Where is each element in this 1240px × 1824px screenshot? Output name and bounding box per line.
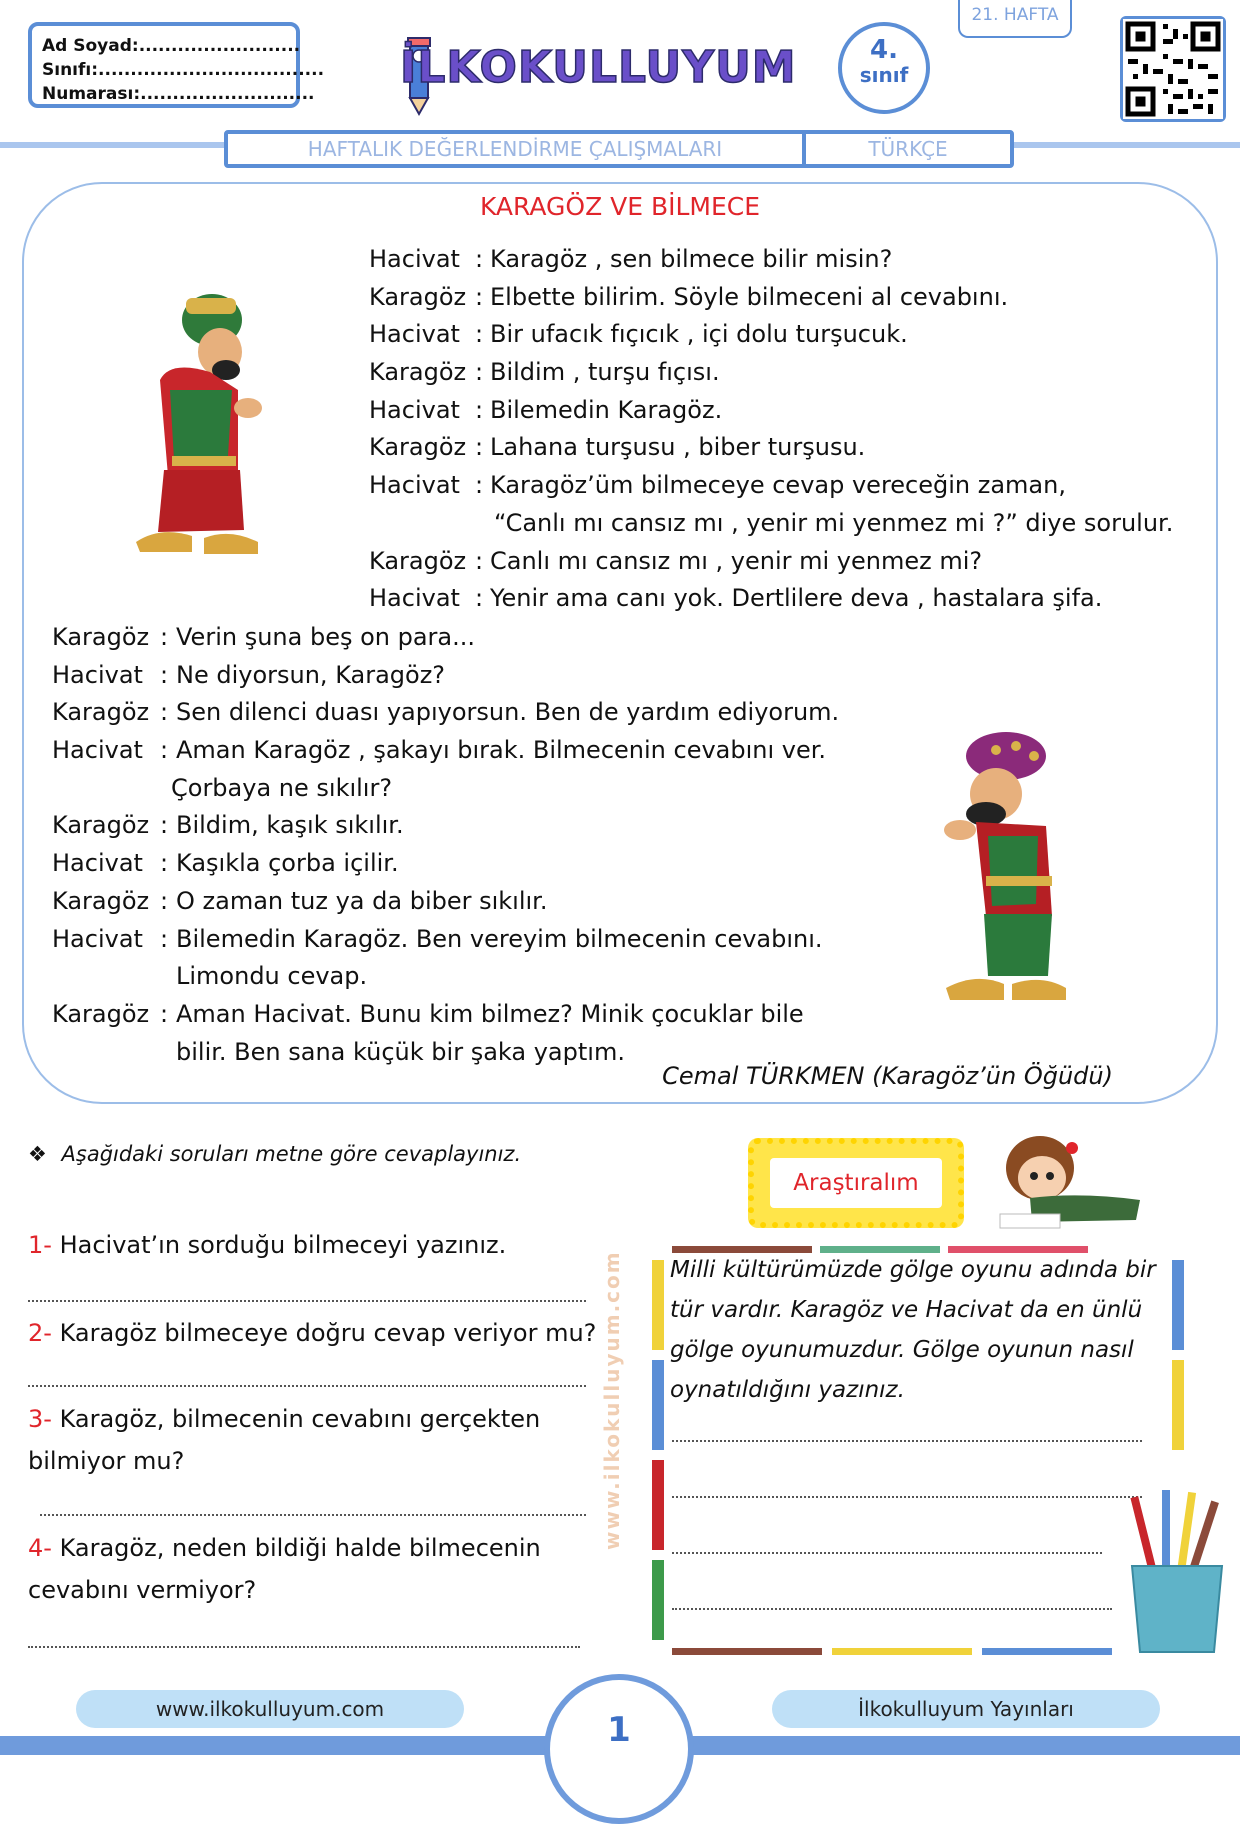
research-banner — [748, 1138, 964, 1228]
answer-line-1[interactable] — [28, 1300, 586, 1302]
line-text: Sen dilenci duası yapıyorsun. Ben de yardım ediyorum. — [176, 698, 840, 727]
dialogue-line: Karagöz : Verin şuna beş on para... — [52, 619, 832, 657]
dialogue-line: Karagöz : Elbette bilirim. Söyle bilmeceni al cevabını. — [369, 279, 1139, 317]
line-text: Canlı mı cansız mı , yenir mi yenmez mi? — [490, 546, 983, 575]
question-text: Karagöz, neden bildiği halde bilmecenin — [59, 1534, 541, 1562]
line-text: Bildim, kaşık sıkılır. — [176, 811, 404, 840]
dialogue-line: Hacivat : Karagöz , sen bilmece bilir misin? — [369, 241, 1139, 279]
research-answer-line[interactable] — [672, 1496, 1142, 1498]
answer-line-2[interactable] — [28, 1385, 586, 1387]
name-label[interactable]: Ad Soyad:......................... — [42, 36, 301, 56]
dialogue-line: Hacivat : Bir ufacık fıçıcık , içi dolu turşucuk. — [369, 316, 1139, 354]
speaker: Karagöz — [369, 282, 467, 311]
grade-word: sınıf — [859, 63, 909, 87]
instruction-text: Aşağıdaki soruları metne göre cevaplayınız. — [61, 1142, 522, 1166]
bullet-icon: ❖ — [28, 1142, 47, 1166]
week-label: 21. HAFTA — [958, 0, 1072, 38]
girl-reading-image — [980, 1128, 1150, 1238]
line-text: Elbette bilirim. Söyle bilmeceni al cevabını. — [490, 282, 1009, 311]
dialogue-line: Karagöz : Aman Hacivat. Bunu kim bilmez? Minik çocuklar bile — [52, 996, 832, 1034]
speaker: Karagöz — [52, 886, 150, 915]
grade-number: 4. — [870, 35, 898, 65]
karagoz-puppet-image — [926, 726, 1086, 1006]
speaker: Hacivat — [52, 736, 143, 765]
speaker: Hacivat — [369, 320, 460, 349]
line-text: Aman Hacivat. Bunu kim bilmez? Minik çocuklar bile — [176, 999, 804, 1028]
line-text: O zaman tuz ya da biber sıkılır. — [176, 886, 548, 915]
speaker: Hacivat — [369, 471, 460, 500]
dialogue-bottom — [52, 619, 840, 1071]
speaker: Hacivat — [369, 395, 460, 424]
line-text: Kaşıkla çorba içilir. — [176, 849, 399, 878]
banner-title: HAFTALIK DEĞERLENDİRME ÇALIŞMALARI — [228, 134, 806, 164]
dialogue-line: Karagöz : Lahana turşusu , biber turşusu. — [369, 429, 1139, 467]
footer-publisher: İlkokulluyum Yayınları — [772, 1690, 1160, 1728]
speaker: Karagöz — [52, 811, 150, 840]
answer-line-3[interactable] — [40, 1514, 586, 1516]
dialogue-line: Hacivat : Ne diyorsun, Karagöz? — [52, 657, 832, 695]
question-number: 4- — [28, 1534, 52, 1562]
research-answer-line[interactable] — [672, 1552, 1102, 1554]
line-text: Karagöz’üm bilmeceye cevap vereceğin zaman, — [490, 471, 1066, 500]
speaker: Karagöz — [369, 433, 467, 462]
dialogue-line: Hacivat : Kaşıkla çorba içilir. — [52, 845, 832, 883]
line-text: Bildim , turşu fıçısı. — [490, 358, 720, 387]
answer-line-4[interactable] — [28, 1646, 580, 1648]
speaker: Hacivat — [52, 924, 143, 953]
speaker: Hacivat — [52, 849, 143, 878]
question-4 — [28, 1527, 588, 1611]
speaker: Karagöz — [52, 623, 150, 651]
line-text: Aman Karagöz , şakayı bırak. Bilmecenin cevabını ver. — [176, 736, 827, 765]
research-answer-line[interactable] — [672, 1608, 1112, 1610]
story-author: Cemal TÜRKMEN (Karagöz’ün Öğüdü) — [662, 1062, 1113, 1090]
class-label[interactable]: Sınıfı:................................... — [42, 60, 325, 80]
line-text: bilir. Ben sana küçük bir şaka yaptım. — [176, 1037, 625, 1066]
dialogue-line: Karagöz : O zaman tuz ya da biber sıkılır. — [52, 883, 832, 921]
line-text: Limondu cevap. — [176, 962, 368, 991]
question-text: Karagöz, bilmecenin cevabını gerçekten — [59, 1405, 541, 1433]
question-text-cont: bilmiyor mu? — [28, 1447, 185, 1475]
question-number: 1- — [28, 1231, 52, 1259]
line-text: Verin şuna beş on para... — [176, 623, 476, 651]
research-text: Milli kültürümüzde gölge oyunu adında bir tür vardır. Karagöz ve Hacivat da en ünlü gölge oyunumuzdur. Gölge oyunun nasıl oynatıldığını yazınız. — [670, 1257, 1156, 1403]
question-number: 2- — [28, 1319, 52, 1347]
pencil-cup-icon — [1122, 1486, 1232, 1656]
hacivat-puppet-image — [120, 280, 280, 560]
dialogue-line: Karagöz : Bildim , turşu fıçısı. — [369, 354, 1139, 392]
question-1 — [28, 1224, 588, 1266]
line-text: Lahana turşusu , biber turşusu. — [490, 433, 866, 462]
site-logo: İLKOKULLUYUM — [400, 42, 797, 93]
dialogue-line — [369, 505, 1174, 543]
line-text: Bir ufacık fıçıcık , içi dolu turşucuk. — [490, 320, 908, 349]
dialogue-line: Hacivat : Bilemedin Karagöz. — [369, 392, 1139, 430]
line-text: Yenir ama canı yok. Dertlilere deva , hastalara şifa. — [490, 584, 1103, 613]
dialogue-line: Karagöz : Bildim, kaşık sıkılır. — [52, 807, 832, 845]
number-label[interactable]: Numarası:........................... — [42, 84, 315, 104]
speaker: Hacivat — [52, 660, 143, 689]
speaker: Karagöz — [369, 358, 467, 387]
question-text-cont: cevabını vermiyor? — [28, 1576, 257, 1604]
question-number: 3- — [28, 1405, 52, 1433]
dialogue-line: Hacivat : Karagöz’üm bilmeceye cevap vereceğin zaman, — [369, 467, 1139, 505]
section-banner — [224, 130, 1014, 168]
line-text: Çorbaya ne sıkılır? — [171, 773, 393, 802]
grade-badge — [838, 22, 930, 114]
questions-instruction — [28, 1142, 521, 1166]
question-3 — [28, 1398, 588, 1482]
qr-code-icon[interactable] — [1120, 16, 1226, 122]
banner-subject: TÜRKÇE — [868, 137, 948, 161]
dialogue-line: Karagöz : Sen dilenci duası yapıyorsun. Ben de yardım ediyorum. — [52, 694, 832, 732]
dialogue-line: Hacivat : Bilemedin Karagöz. Ben vereyim bilmecenin cevabını. — [52, 921, 832, 959]
student-info-box — [28, 22, 325, 108]
speaker: Hacivat — [369, 584, 460, 613]
dialogue-line — [52, 958, 832, 996]
speaker: Karagöz — [369, 546, 467, 575]
side-watermark-url: www.ilkokulluyum.com — [600, 1250, 624, 1550]
dialogue-line: Karagöz : Canlı mı cansız mı , yenir mi yenmez mi? — [369, 543, 1139, 581]
story-title: KARAGÖZ VE BİLMECE — [479, 192, 761, 221]
speaker: Hacivat — [369, 245, 460, 273]
question-text: Karagöz bilmeceye doğru cevap veriyor mu? — [59, 1319, 597, 1347]
dialogue-line — [52, 770, 832, 808]
research-title: Araştıralım — [770, 1158, 942, 1208]
line-text: Karagöz , sen bilmece bilir misin? — [490, 245, 893, 273]
dialogue-top — [369, 241, 1174, 618]
page-number: 1 — [544, 1674, 694, 1824]
speaker: Karagöz — [52, 999, 150, 1028]
research-answer-line[interactable] — [672, 1440, 1142, 1442]
line-text: Ne diyorsun, Karagöz? — [176, 660, 446, 689]
question-2 — [28, 1312, 608, 1354]
dialogue-line: Hacivat : Aman Karagöz , şakayı bırak. Bilmecenin cevabını ver. — [52, 732, 832, 770]
line-text: “Canlı mı cansız mı , yenir mi yenmez mi ?” diye sorulur. — [494, 508, 1174, 537]
dialogue-line: Hacivat : Yenir ama canı yok. Dertlilere deva , hastalara şifa. — [369, 580, 1139, 618]
footer-website-link[interactable]: www.ilkokulluyum.com — [76, 1690, 464, 1728]
question-text: Hacivat’ın sorduğu bilmeceyi yazınız. — [59, 1231, 507, 1259]
line-text: Bilemedin Karagöz. — [490, 395, 723, 424]
line-text: Bilemedin Karagöz. Ben vereyim bilmecenin cevabını. — [176, 924, 823, 953]
speaker: Karagöz — [52, 698, 150, 727]
